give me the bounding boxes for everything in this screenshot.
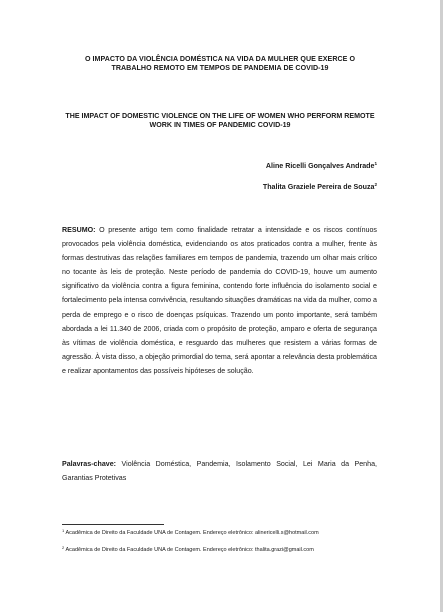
keywords-label: Palavras-chave:: [62, 460, 117, 468]
author-2: [263, 182, 377, 191]
abstract-label: RESUMO:: [62, 226, 96, 234]
author-2-footnote-mark: 2: [374, 182, 377, 187]
keywords: [62, 457, 377, 485]
footnote-separator: [62, 524, 164, 525]
footnote-2-text: Acadêmica de Direito da Faculdade UNA de Contagem. Endereço eletrônico: thalita.grazi@gmail.com: [65, 547, 314, 553]
footnote-2: [62, 544, 377, 554]
abstract-text: O presente artigo tem como finalidade retratar a intensidade e os riscos contínuos provocados pela violência doméstica, evidenciando os atos praticados contra a mulher, frente às formas destrutivas das relações familiares em tempos de pandemia, trazendo um olhar mais crítico no tocante às leis de proteção. Neste período de pandemia do COVID-19, houve um aumento significativo da violência contra a figura feminina, contendo forte influência do isolamento social e fortalecimento pela intensa convivência, resultando situações dramáticas na vida da mulher, como a perda de emprego e o risco de doenças psíquicas. Trazendo um ponto importante, será também abordada a lei 11.340 de 2006, criada com o propósito de proteção, amparo e oferta de segurança às vítimas de violência doméstica, e resguardo das mulheres que resistem a várias formas de agressão. À vista disso, a objeção primordial do tema, será apontar a relevância desta problemática e realizar apontamentos das possíveis hipóteses de solução.: [62, 226, 377, 375]
author-1-name: Aline Ricelli Gonçalves Andrade: [265, 162, 375, 170]
footnote-1: [62, 527, 377, 537]
title-portuguese: O IMPACTO DA VIOLÊNCIA DOMÉSTICA NA VIDA DA MULHER QUE EXERCE O TRABALHO REMOTO EM TEMPOS DE PANDEMIA DE COVID-19: [84, 55, 356, 73]
footnote-1-text: Acadêmica de Direito da Faculdade UNA de Contagem. Endereço eletrônico: alinericelli.s@hotmail.com: [65, 530, 319, 536]
abstract: [62, 223, 377, 378]
footnote-2-mark: 2: [62, 545, 65, 550]
author-2-name: Thalita Graziele Pereira de Souza: [262, 183, 375, 191]
title-english: THE IMPACT OF DOMESTIC VIOLENCE ON THE LIFE OF WOMEN WHO PERFORM REMOTE WORK IN TIMES OF PANDEMIC COVID-19: [65, 112, 375, 130]
author-1: [266, 161, 377, 170]
keywords-text: Violência Doméstica, Pandemia, Isolamento Social, Lei Maria da Penha, Garantias Protetivas: [62, 460, 377, 483]
footnote-1-mark: 1: [62, 528, 65, 533]
author-1-footnote-mark: 1: [374, 161, 377, 166]
